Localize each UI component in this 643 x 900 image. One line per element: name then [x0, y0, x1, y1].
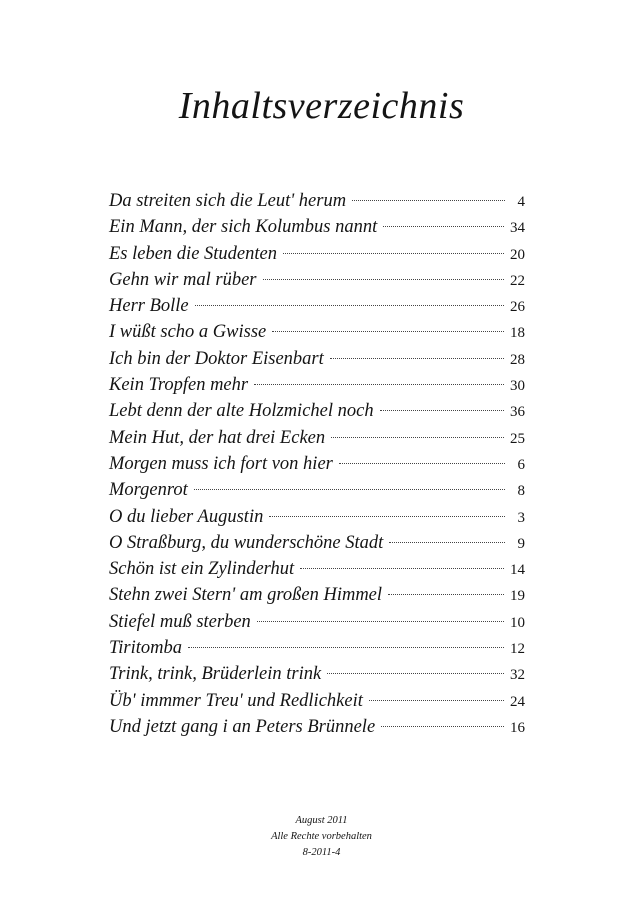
toc-entry-title: I wüßt scho a Gwisse — [109, 322, 267, 343]
toc-entry-page-number: 26 — [510, 299, 525, 316]
toc-entry — [109, 346, 525, 372]
toc-entry-page-number: 19 — [510, 588, 525, 605]
toc-entry-title: Üb' immmer Treu' und Redlichkeit — [109, 690, 363, 711]
toc-entry-page-number: 34 — [510, 220, 525, 237]
toc-entry-title: Stehn zwei Stern' am großen Himmel — [109, 585, 383, 606]
toc-entry-page-number: 8 — [517, 483, 525, 500]
toc-entry — [109, 609, 525, 635]
toc-entry-page-number: 18 — [510, 325, 525, 342]
toc-entry-title: Kein Tropfen mehr — [109, 375, 249, 396]
toc-entry-title: Herr Bolle — [109, 296, 189, 317]
footer-code: 8-2011-4 — [302, 847, 341, 858]
footer-date: August 2011 — [295, 815, 348, 826]
toc-entry-title: Stiefel muß sterben — [109, 611, 251, 632]
toc-entry-title: O du lieber Augustin — [109, 506, 264, 527]
table-of-contents — [109, 188, 525, 740]
dot-leader — [194, 489, 505, 490]
toc-entry-title: Und jetzt gang i an Peters Brünnele — [109, 716, 376, 737]
dot-leader — [369, 700, 504, 701]
dot-leader — [254, 384, 504, 385]
toc-entry — [109, 398, 525, 424]
toc-entry — [109, 661, 525, 687]
toc-entry-title: Lebt denn der alte Holzmichel noch — [109, 401, 374, 422]
dot-leader — [352, 200, 505, 201]
toc-entry-title: Ein Mann, der sich Kolumbus nannt — [109, 217, 378, 238]
toc-entry-page-number: 36 — [510, 404, 525, 421]
toc-entry — [109, 530, 525, 556]
toc-entry-page-number: 3 — [517, 509, 525, 526]
toc-entry-title: Es leben die Studenten — [109, 243, 277, 264]
footer-rights: Alle Rechte vorbehalten — [271, 831, 372, 842]
dot-leader — [388, 594, 504, 595]
toc-entry-page-number: 24 — [510, 693, 525, 710]
dot-leader — [263, 279, 505, 280]
toc-entry-page-number: 22 — [510, 272, 525, 289]
toc-entry-title: Schön ist ein Zylinderhut — [109, 559, 295, 580]
dot-leader — [300, 568, 504, 569]
toc-entry-title: Trink, trink, Brüderlein trink — [109, 664, 322, 685]
toc-entry — [109, 504, 525, 530]
toc-entry — [109, 556, 525, 582]
dot-leader — [327, 673, 504, 674]
dot-leader — [389, 542, 505, 543]
toc-entry-title: Morgenrot — [109, 480, 188, 501]
toc-entry — [109, 293, 525, 319]
dot-leader — [330, 358, 504, 359]
toc-entry — [109, 267, 525, 293]
toc-entry — [109, 188, 525, 214]
dot-leader — [331, 437, 504, 438]
toc-entry — [109, 214, 525, 240]
toc-entry — [109, 372, 525, 398]
dot-leader — [257, 621, 504, 622]
toc-entry-page-number: 32 — [510, 667, 525, 684]
dot-leader — [383, 226, 504, 227]
toc-entry — [109, 425, 525, 451]
toc-entry-title: Mein Hut, der hat drei Ecken — [109, 427, 326, 448]
dot-leader — [272, 331, 504, 332]
page-title: Inhaltsverzeichnis — [178, 85, 465, 127]
toc-entry-title: Ich bin der Doktor Eisenbart — [109, 348, 324, 369]
toc-entry-page-number: 12 — [510, 641, 525, 658]
toc-entry-page-number: 10 — [510, 614, 525, 631]
toc-entry — [109, 451, 525, 477]
dot-leader — [188, 647, 504, 648]
toc-entry-title: Tiritomba — [109, 638, 182, 659]
dot-leader — [269, 516, 505, 517]
toc-entry-title: Gehn wir mal rüber — [109, 269, 257, 290]
toc-entry-page-number: 14 — [510, 562, 525, 579]
toc-entry-page-number: 30 — [510, 378, 525, 395]
dot-leader — [381, 726, 504, 727]
toc-entry-title: Da streiten sich die Leut' herum — [109, 191, 347, 211]
toc-entry-page-number: 6 — [517, 456, 525, 473]
dot-leader — [195, 305, 504, 306]
toc-entry — [109, 714, 525, 740]
toc-entry — [109, 688, 525, 714]
dot-leader — [380, 410, 504, 411]
toc-entry-page-number: 20 — [510, 246, 525, 263]
toc-entry — [109, 635, 525, 661]
toc-entry-page-number: 28 — [510, 351, 525, 368]
toc-entry-page-number: 9 — [517, 535, 525, 552]
dot-leader — [283, 253, 504, 254]
toc-entry — [109, 582, 525, 608]
toc-entry-page-number: 4 — [517, 194, 525, 210]
toc-entry-page-number: 16 — [510, 719, 525, 736]
toc-entry — [109, 241, 525, 267]
toc-entry-title: O Straßburg, du wunderschöne Stadt — [109, 532, 384, 553]
toc-entry — [109, 477, 525, 503]
dot-leader — [339, 463, 505, 464]
toc-entry-title: Morgen muss ich fort von hier — [109, 453, 333, 474]
toc-entry-page-number: 25 — [510, 430, 525, 447]
footer — [0, 813, 643, 861]
toc-entry — [109, 319, 525, 345]
